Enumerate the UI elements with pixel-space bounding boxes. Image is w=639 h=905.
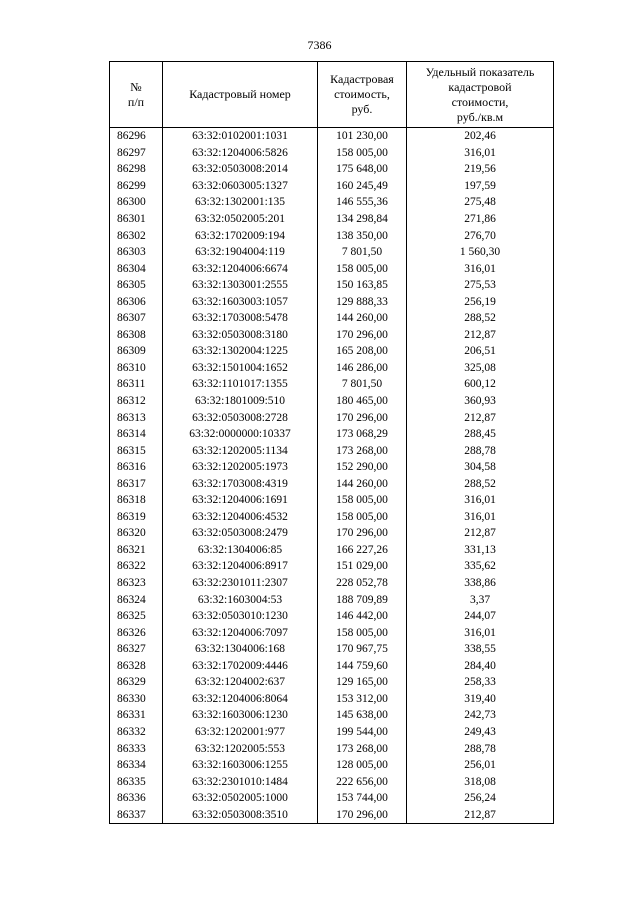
table-row bbox=[110, 591, 554, 608]
cadastral-value: 165 208,00 bbox=[318, 343, 407, 360]
page-number: 7386 bbox=[307, 38, 332, 52]
table-row bbox=[110, 773, 554, 790]
row-index: 86327 bbox=[110, 641, 163, 658]
specific-value: 600,12 bbox=[407, 376, 554, 393]
cadastral-number: 63:32:1204006:7097 bbox=[163, 624, 318, 641]
cadastral-value: 158 005,00 bbox=[318, 260, 407, 277]
row-index: 86317 bbox=[110, 475, 163, 492]
row-index: 86334 bbox=[110, 757, 163, 774]
specific-value: 256,01 bbox=[407, 757, 554, 774]
row-index: 86330 bbox=[110, 691, 163, 708]
row-index: 86318 bbox=[110, 492, 163, 509]
specific-value: 275,53 bbox=[407, 277, 554, 294]
cadastral-value: 145 638,00 bbox=[318, 707, 407, 724]
table-row bbox=[110, 343, 554, 360]
cadastral-number: 63:32:1204006:4532 bbox=[163, 509, 318, 526]
cadastral-value: 101 230,00 bbox=[318, 128, 407, 145]
row-index: 86305 bbox=[110, 277, 163, 294]
header-index: № п/п bbox=[110, 62, 163, 128]
cadastral-value: 180 465,00 bbox=[318, 393, 407, 410]
specific-value: 316,01 bbox=[407, 492, 554, 509]
row-index: 86320 bbox=[110, 525, 163, 542]
table-row bbox=[110, 806, 554, 823]
row-index: 86309 bbox=[110, 343, 163, 360]
row-index: 86307 bbox=[110, 310, 163, 327]
specific-value: 276,70 bbox=[407, 227, 554, 244]
table-row bbox=[110, 691, 554, 708]
cadastral-value: 129 888,33 bbox=[318, 293, 407, 310]
row-index: 86298 bbox=[110, 161, 163, 178]
cadastral-value: 188 709,89 bbox=[318, 591, 407, 608]
specific-value: 288,78 bbox=[407, 442, 554, 459]
cadastral-number: 63:32:2301010:1484 bbox=[163, 773, 318, 790]
cadastral-number: 63:32:1303001:2555 bbox=[163, 277, 318, 294]
specific-value: 275,48 bbox=[407, 194, 554, 211]
cadastral-value: 222 656,00 bbox=[318, 773, 407, 790]
cadastral-number: 63:32:1204006:8917 bbox=[163, 558, 318, 575]
specific-value: 256,24 bbox=[407, 790, 554, 807]
cadastral-number: 63:32:1801009:510 bbox=[163, 393, 318, 410]
specific-value: 1 560,30 bbox=[407, 244, 554, 261]
cadastral-number: 63:32:1501004:1652 bbox=[163, 360, 318, 377]
row-index: 86335 bbox=[110, 773, 163, 790]
table-row bbox=[110, 327, 554, 344]
cadastral-value: 153 744,00 bbox=[318, 790, 407, 807]
cadastral-number: 63:32:1204006:5826 bbox=[163, 145, 318, 162]
table-row bbox=[110, 542, 554, 559]
cadastral-number: 63:32:0603005:1327 bbox=[163, 178, 318, 195]
table-row bbox=[110, 227, 554, 244]
specific-value: 212,87 bbox=[407, 409, 554, 426]
cadastral-value: 170 296,00 bbox=[318, 806, 407, 823]
cadastral-value: 144 260,00 bbox=[318, 475, 407, 492]
cadastral-number: 63:32:1202001:977 bbox=[163, 724, 318, 741]
table-row bbox=[110, 459, 554, 476]
cadastral-value: 151 029,00 bbox=[318, 558, 407, 575]
table-row bbox=[110, 707, 554, 724]
cadastral-value: 199 544,00 bbox=[318, 724, 407, 741]
cadastral-number: 63:32:0503008:3510 bbox=[163, 806, 318, 823]
table-row bbox=[110, 575, 554, 592]
row-index: 86310 bbox=[110, 360, 163, 377]
table-row bbox=[110, 509, 554, 526]
cadastral-number: 63:32:1204006:8064 bbox=[163, 691, 318, 708]
row-index: 86297 bbox=[110, 145, 163, 162]
cadastral-number: 63:32:1703008:5478 bbox=[163, 310, 318, 327]
row-index: 86314 bbox=[110, 426, 163, 443]
table-row bbox=[110, 658, 554, 675]
cadastral-number: 63:32:1703008:4319 bbox=[163, 475, 318, 492]
cadastral-number: 63:32:1204006:1691 bbox=[163, 492, 318, 509]
row-index: 86322 bbox=[110, 558, 163, 575]
specific-value: 304,58 bbox=[407, 459, 554, 476]
cadastral-value: 144 260,00 bbox=[318, 310, 407, 327]
cadastral-value: 158 005,00 bbox=[318, 509, 407, 526]
row-index: 86328 bbox=[110, 658, 163, 675]
cadastral-value: 173 268,00 bbox=[318, 442, 407, 459]
cadastral-number: 63:32:1304006:168 bbox=[163, 641, 318, 658]
cadastral-value: 158 005,00 bbox=[318, 492, 407, 509]
table-row bbox=[110, 393, 554, 410]
row-index: 86333 bbox=[110, 740, 163, 757]
table-row bbox=[110, 194, 554, 211]
specific-value: 325,08 bbox=[407, 360, 554, 377]
specific-value: 318,08 bbox=[407, 773, 554, 790]
specific-value: 212,87 bbox=[407, 806, 554, 823]
cadastral-table bbox=[109, 61, 554, 824]
cadastral-value: 175 648,00 bbox=[318, 161, 407, 178]
specific-value: 212,87 bbox=[407, 327, 554, 344]
cadastral-value: 129 165,00 bbox=[318, 674, 407, 691]
cadastral-value: 7 801,50 bbox=[318, 244, 407, 261]
cadastral-number: 63:32:1603003:1057 bbox=[163, 293, 318, 310]
row-index: 86301 bbox=[110, 211, 163, 228]
table-row bbox=[110, 442, 554, 459]
row-index: 86296 bbox=[110, 128, 163, 145]
specific-value: 202,46 bbox=[407, 128, 554, 145]
cadastral-value: 146 442,00 bbox=[318, 608, 407, 625]
cadastral-number: 63:32:1904004:119 bbox=[163, 244, 318, 261]
table-row bbox=[110, 740, 554, 757]
table-row bbox=[110, 475, 554, 492]
specific-value: 338,55 bbox=[407, 641, 554, 658]
header-cadastral-number: Кадастровый номер bbox=[163, 62, 318, 128]
cadastral-value: 150 163,85 bbox=[318, 277, 407, 294]
table-header-row bbox=[110, 62, 554, 128]
cadastral-value: 128 005,00 bbox=[318, 757, 407, 774]
row-index: 86313 bbox=[110, 409, 163, 426]
cadastral-number: 63:32:1204006:6674 bbox=[163, 260, 318, 277]
cadastral-number: 63:32:0503008:2479 bbox=[163, 525, 318, 542]
cadastral-number: 63:32:0503008:2728 bbox=[163, 409, 318, 426]
table-row bbox=[110, 161, 554, 178]
cadastral-number: 63:32:0502005:201 bbox=[163, 211, 318, 228]
cadastral-number: 63:32:1304006:85 bbox=[163, 542, 318, 559]
cadastral-value: 173 268,00 bbox=[318, 740, 407, 757]
table-row bbox=[110, 145, 554, 162]
row-index: 86332 bbox=[110, 724, 163, 741]
cadastral-number: 63:32:2301011:2307 bbox=[163, 575, 318, 592]
row-index: 86312 bbox=[110, 393, 163, 410]
specific-value: 284,40 bbox=[407, 658, 554, 675]
table-row bbox=[110, 757, 554, 774]
table-row bbox=[110, 525, 554, 542]
cadastral-value: 170 296,00 bbox=[318, 525, 407, 542]
specific-value: 219,56 bbox=[407, 161, 554, 178]
specific-value: 338,86 bbox=[407, 575, 554, 592]
table-row bbox=[110, 178, 554, 195]
row-index: 86304 bbox=[110, 260, 163, 277]
table-row bbox=[110, 492, 554, 509]
cadastral-number: 63:32:0503008:2014 bbox=[163, 161, 318, 178]
table-row bbox=[110, 260, 554, 277]
row-index: 86329 bbox=[110, 674, 163, 691]
row-index: 86325 bbox=[110, 608, 163, 625]
cadastral-number: 63:32:1204002:637 bbox=[163, 674, 318, 691]
cadastral-value: 160 245,49 bbox=[318, 178, 407, 195]
row-index: 86337 bbox=[110, 806, 163, 823]
cadastral-value: 146 286,00 bbox=[318, 360, 407, 377]
cadastral-number: 63:32:1101017:1355 bbox=[163, 376, 318, 393]
specific-value: 271,86 bbox=[407, 211, 554, 228]
cadastral-value: 158 005,00 bbox=[318, 145, 407, 162]
table-row bbox=[110, 608, 554, 625]
table-row bbox=[110, 790, 554, 807]
cadastral-value: 166 227,26 bbox=[318, 542, 407, 559]
header-cadastral-value: Кадастровая стоимость, руб. bbox=[318, 62, 407, 128]
table-row bbox=[110, 128, 554, 145]
specific-value: 242,73 bbox=[407, 707, 554, 724]
row-index: 86323 bbox=[110, 575, 163, 592]
cadastral-value: 173 068,29 bbox=[318, 426, 407, 443]
table-row bbox=[110, 409, 554, 426]
cadastral-number: 63:32:1603004:53 bbox=[163, 591, 318, 608]
specific-value: 197,59 bbox=[407, 178, 554, 195]
specific-value: 3,37 bbox=[407, 591, 554, 608]
cadastral-value: 170 967,75 bbox=[318, 641, 407, 658]
specific-value: 256,19 bbox=[407, 293, 554, 310]
specific-value: 258,33 bbox=[407, 674, 554, 691]
specific-value: 288,52 bbox=[407, 310, 554, 327]
specific-value: 244,07 bbox=[407, 608, 554, 625]
row-index: 86311 bbox=[110, 376, 163, 393]
cadastral-value: 153 312,00 bbox=[318, 691, 407, 708]
cadastral-number: 63:32:1202005:1134 bbox=[163, 442, 318, 459]
row-index: 86326 bbox=[110, 624, 163, 641]
specific-value: 316,01 bbox=[407, 624, 554, 641]
cadastral-number: 63:32:1702009:4446 bbox=[163, 658, 318, 675]
table-row bbox=[110, 426, 554, 443]
specific-value: 331,13 bbox=[407, 542, 554, 559]
specific-value: 288,45 bbox=[407, 426, 554, 443]
table-row bbox=[110, 310, 554, 327]
table-row bbox=[110, 641, 554, 658]
cadastral-value: 134 298,84 bbox=[318, 211, 407, 228]
table-row bbox=[110, 277, 554, 294]
row-index: 86324 bbox=[110, 591, 163, 608]
row-index: 86306 bbox=[110, 293, 163, 310]
specific-value: 319,40 bbox=[407, 691, 554, 708]
cadastral-value: 228 052,78 bbox=[318, 575, 407, 592]
specific-value: 212,87 bbox=[407, 525, 554, 542]
specific-value: 249,43 bbox=[407, 724, 554, 741]
row-index: 86316 bbox=[110, 459, 163, 476]
row-index: 86321 bbox=[110, 542, 163, 559]
cadastral-value: 144 759,60 bbox=[318, 658, 407, 675]
cadastral-value: 170 296,00 bbox=[318, 327, 407, 344]
cadastral-number: 63:32:1702009:194 bbox=[163, 227, 318, 244]
table-body bbox=[110, 128, 554, 824]
row-index: 86300 bbox=[110, 194, 163, 211]
row-index: 86319 bbox=[110, 509, 163, 526]
table-row bbox=[110, 211, 554, 228]
cadastral-value: 158 005,00 bbox=[318, 624, 407, 641]
table-row bbox=[110, 244, 554, 261]
table-row bbox=[110, 360, 554, 377]
cadastral-value: 138 350,00 bbox=[318, 227, 407, 244]
row-index: 86336 bbox=[110, 790, 163, 807]
cadastral-number: 63:32:1603006:1255 bbox=[163, 757, 318, 774]
table-row bbox=[110, 558, 554, 575]
specific-value: 316,01 bbox=[407, 145, 554, 162]
row-index: 86299 bbox=[110, 178, 163, 195]
specific-value: 360,93 bbox=[407, 393, 554, 410]
specific-value: 206,51 bbox=[407, 343, 554, 360]
cadastral-value: 152 290,00 bbox=[318, 459, 407, 476]
cadastral-value: 146 555,36 bbox=[318, 194, 407, 211]
cadastral-number: 63:32:0502005:1000 bbox=[163, 790, 318, 807]
table-row bbox=[110, 724, 554, 741]
row-index: 86315 bbox=[110, 442, 163, 459]
cadastral-number: 63:32:0503008:3180 bbox=[163, 327, 318, 344]
specific-value: 316,01 bbox=[407, 260, 554, 277]
specific-value: 288,52 bbox=[407, 475, 554, 492]
table-row bbox=[110, 624, 554, 641]
cadastral-number: 63:32:1302001:135 bbox=[163, 194, 318, 211]
row-index: 86302 bbox=[110, 227, 163, 244]
specific-value: 288,78 bbox=[407, 740, 554, 757]
specific-value: 335,62 bbox=[407, 558, 554, 575]
row-index: 86331 bbox=[110, 707, 163, 724]
cadastral-value: 170 296,00 bbox=[318, 409, 407, 426]
header-specific-value: Удельный показатель кадастровой стоимости, руб./кв.м bbox=[407, 62, 554, 128]
specific-value: 316,01 bbox=[407, 509, 554, 526]
cadastral-number: 63:32:1202005:553 bbox=[163, 740, 318, 757]
table-row bbox=[110, 293, 554, 310]
cadastral-number: 63:32:1302004:1225 bbox=[163, 343, 318, 360]
cadastral-number: 63:32:1202005:1973 bbox=[163, 459, 318, 476]
cadastral-number: 63:32:0503010:1230 bbox=[163, 608, 318, 625]
table-row bbox=[110, 376, 554, 393]
cadastral-number: 63:32:1603006:1230 bbox=[163, 707, 318, 724]
cadastral-number: 63:32:0102001:1031 bbox=[163, 128, 318, 145]
row-index: 86303 bbox=[110, 244, 163, 261]
table-row bbox=[110, 674, 554, 691]
row-index: 86308 bbox=[110, 327, 163, 344]
cadastral-number: 63:32:0000000:10337 bbox=[163, 426, 318, 443]
cadastral-value: 7 801,50 bbox=[318, 376, 407, 393]
